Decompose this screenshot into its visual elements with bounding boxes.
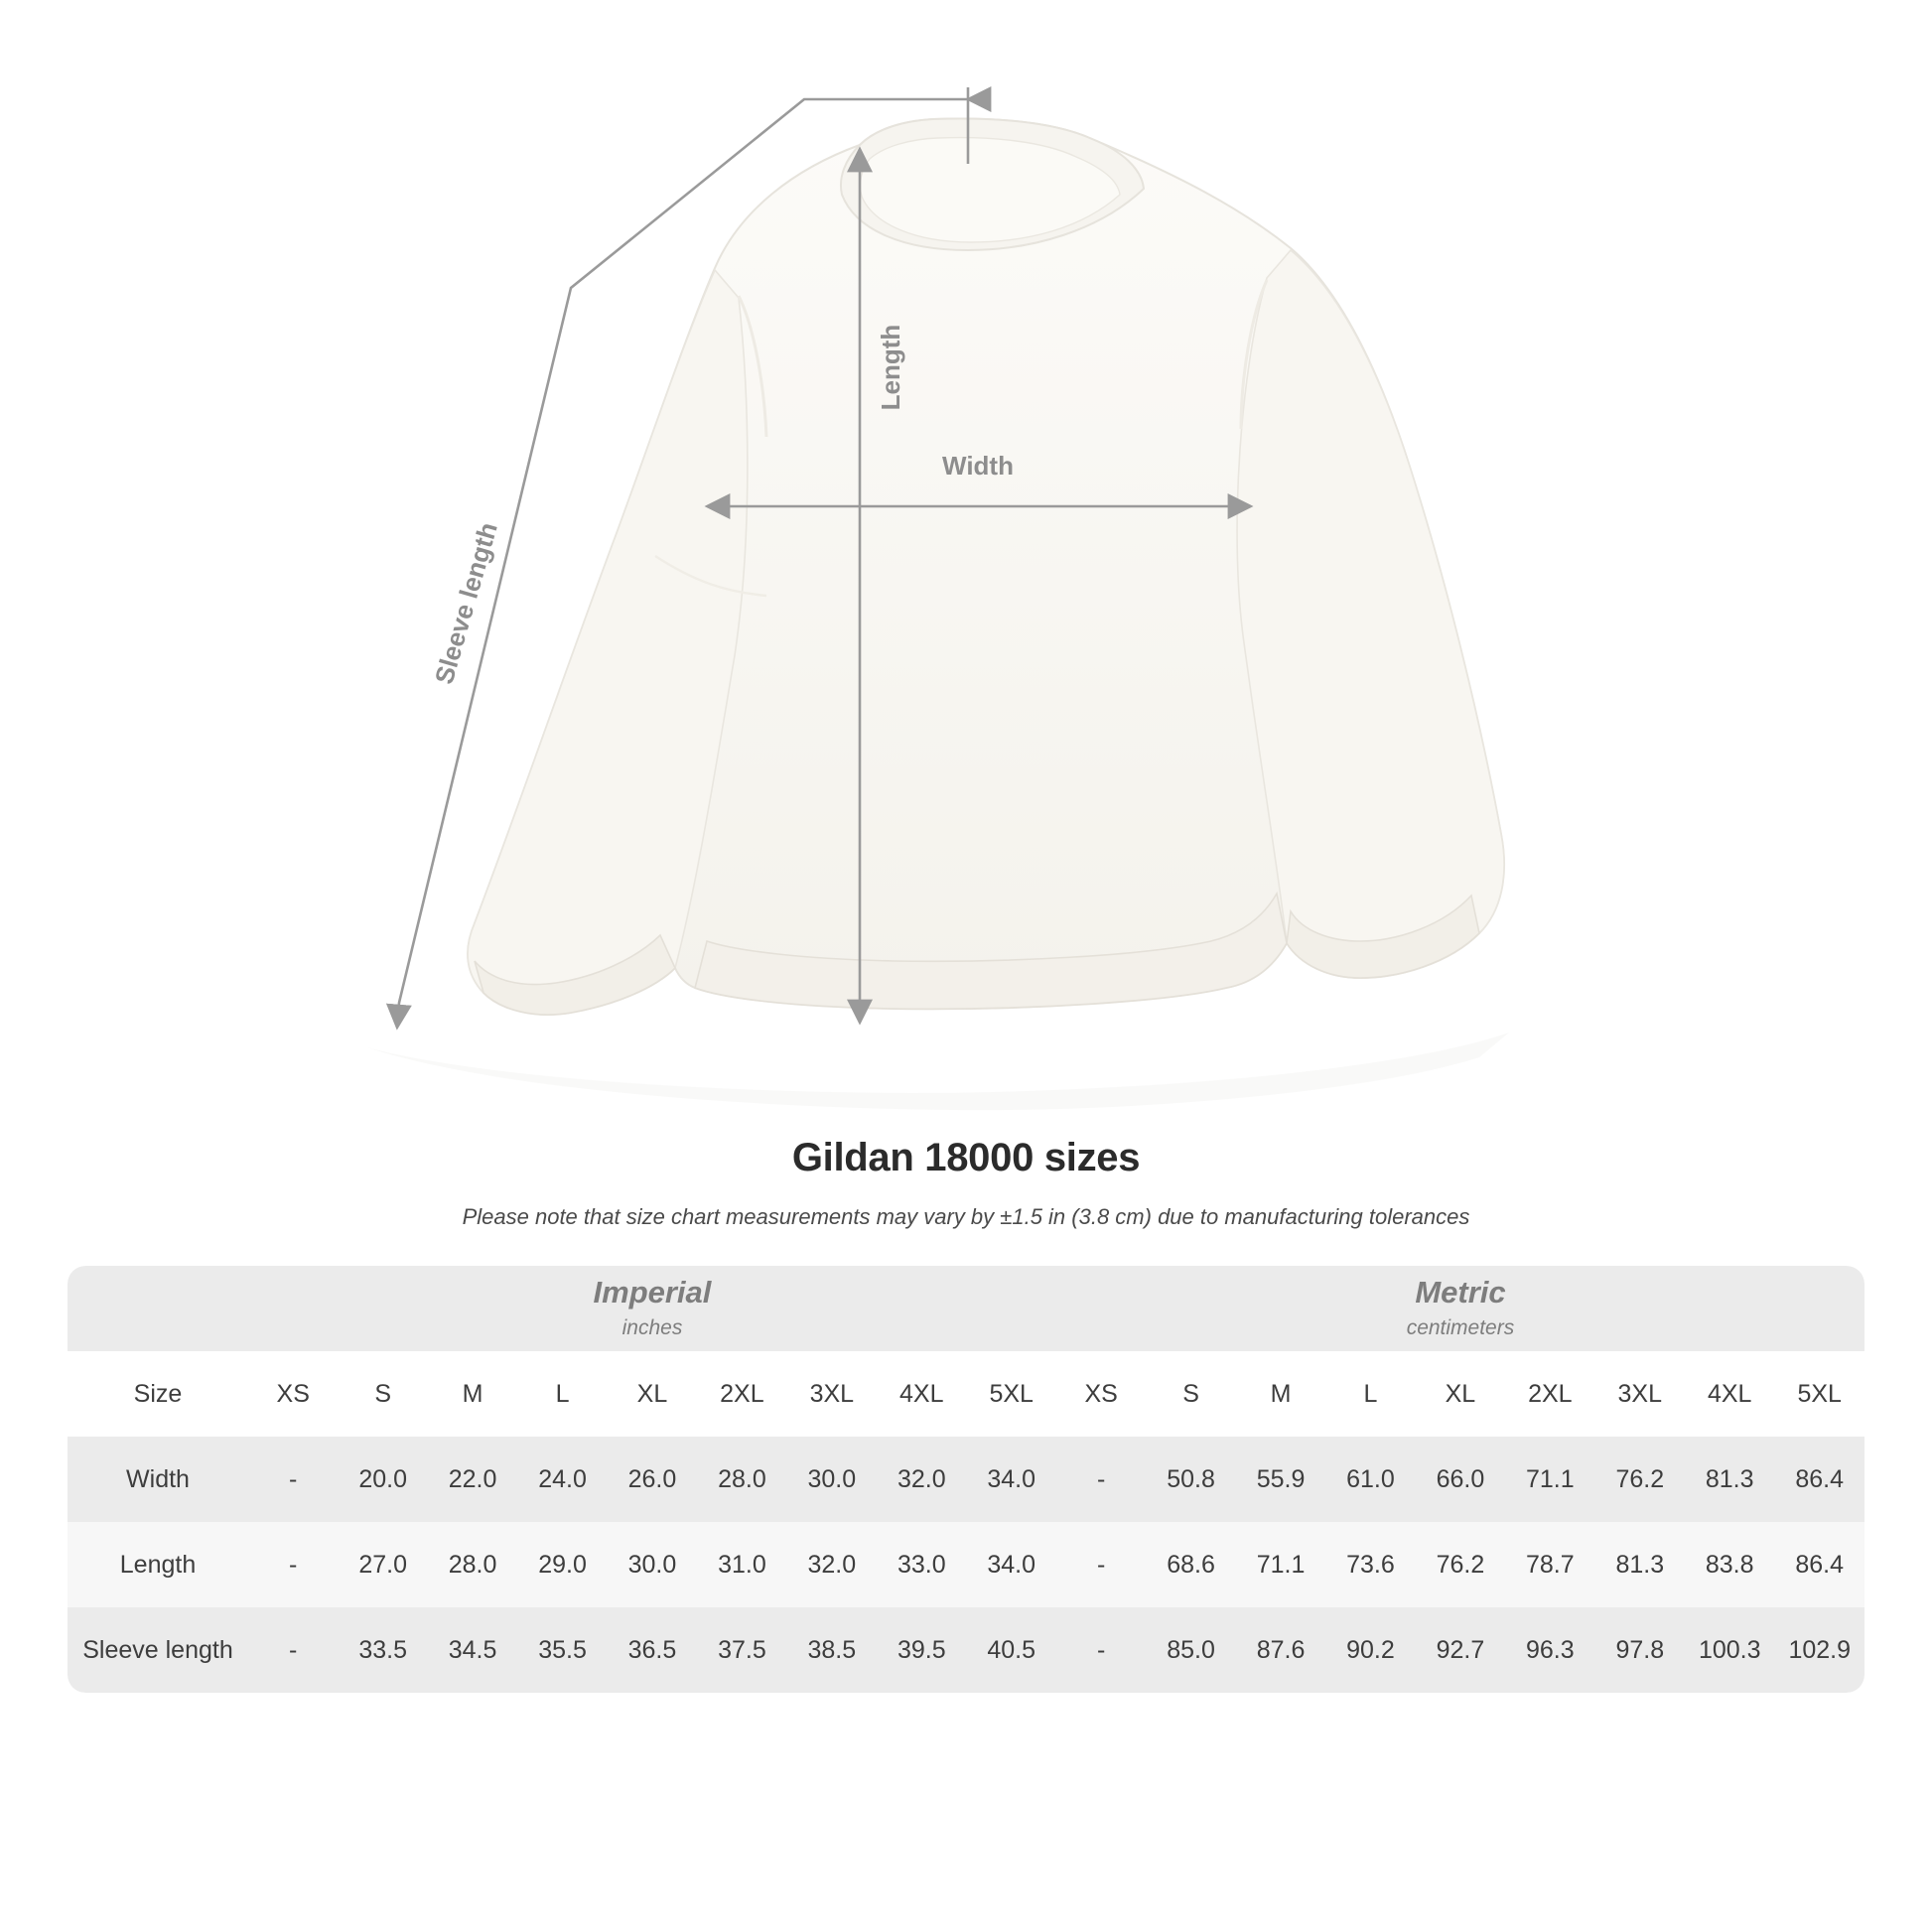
cell-width-imperial-3xl: 30.0 [787,1437,877,1522]
cell-width-imperial-2xl: 28.0 [697,1437,786,1522]
row-label-sleeve-length: Sleeve length [68,1607,248,1693]
size-table-wrapper [68,1266,1864,1693]
unit-header-spacer [68,1266,248,1351]
size-header-metric-4xl: 4XL [1685,1351,1774,1437]
size-header-metric-2xl: 2XL [1505,1351,1594,1437]
cell-length-imperial-4xl: 33.0 [877,1522,966,1607]
size-header-imperial-2xl: 2XL [697,1351,786,1437]
page-title: Gildan 18000 sizes [791,1136,1141,1179]
table-row [68,1522,1864,1607]
unit-header-row [68,1266,1864,1351]
cell-sleeve-metric-5xl: 102.9 [1774,1607,1864,1693]
row-label-width: Width [68,1437,248,1522]
cell-width-metric-s: 50.8 [1146,1437,1235,1522]
cell-length-metric-s: 68.6 [1146,1522,1235,1607]
size-header-imperial-l: L [517,1351,607,1437]
size-header-metric-s: S [1146,1351,1235,1437]
table-row [68,1437,1864,1522]
unit-metric-name: Metric [1415,1274,1506,1310]
size-header-imperial-m: M [428,1351,517,1437]
title-block [0,1136,1932,1230]
cell-sleeve-imperial-xl: 36.5 [608,1607,697,1693]
cell-length-metric-5xl: 86.4 [1774,1522,1864,1607]
width-label: Width [942,451,1014,481]
cell-width-imperial-5xl: 34.0 [967,1437,1056,1522]
cell-length-metric-3xl: 81.3 [1595,1522,1685,1607]
size-header-metric-l: L [1325,1351,1415,1437]
cell-length-imperial-3xl: 32.0 [787,1522,877,1607]
cell-length-metric-2xl: 78.7 [1505,1522,1594,1607]
cell-width-metric-5xl: 86.4 [1774,1437,1864,1522]
size-header-imperial-xs: XS [248,1351,338,1437]
sleeve-length-label: Sleeve length [428,518,503,688]
cell-length-metric-xs: - [1056,1522,1146,1607]
size-header-metric-xl: XL [1416,1351,1505,1437]
length-label: Length [876,324,905,411]
cell-length-metric-l: 73.6 [1325,1522,1415,1607]
size-header-metric-5xl: 5XL [1774,1351,1864,1437]
cell-sleeve-metric-s: 85.0 [1146,1607,1235,1693]
unit-header-imperial [248,1266,1056,1351]
cell-width-metric-2xl: 71.1 [1505,1437,1594,1522]
cell-sleeve-metric-xl: 92.7 [1416,1607,1505,1693]
cell-length-imperial-2xl: 31.0 [697,1522,786,1607]
cell-length-imperial-5xl: 34.0 [967,1522,1056,1607]
garment-shadow [367,1033,1509,1110]
row-label-length: Length [68,1522,248,1607]
unit-metric-sub: centimeters [1406,1315,1515,1339]
cell-width-metric-m: 55.9 [1236,1437,1325,1522]
cell-length-metric-4xl: 83.8 [1685,1522,1774,1607]
size-table [68,1266,1864,1693]
cell-sleeve-imperial-3xl: 38.5 [787,1607,877,1693]
cell-sleeve-metric-4xl: 100.3 [1685,1607,1774,1693]
cell-length-imperial-xs: - [248,1522,338,1607]
cell-sleeve-metric-m: 87.6 [1236,1607,1325,1693]
size-header-imperial-4xl: 4XL [877,1351,966,1437]
cell-sleeve-metric-3xl: 97.8 [1595,1607,1685,1693]
cell-sleeve-imperial-m: 34.5 [428,1607,517,1693]
size-header-imperial-5xl: 5XL [967,1351,1056,1437]
cell-sleeve-imperial-s: 33.5 [338,1607,427,1693]
cell-width-imperial-l: 24.0 [517,1437,607,1522]
cell-sleeve-metric-l: 90.2 [1325,1607,1415,1693]
size-header-metric-xs: XS [1056,1351,1146,1437]
cell-length-metric-xl: 76.2 [1416,1522,1505,1607]
cell-width-imperial-s: 20.0 [338,1437,427,1522]
size-header-imperial-xl: XL [608,1351,697,1437]
tolerance-note: Please note that size chart measurements may vary by ±1.5 in (3.8 cm) due to manufacturing tolerances [462,1204,1470,1229]
unit-imperial-sub: inches [621,1315,683,1339]
cell-length-metric-m: 71.1 [1236,1522,1325,1607]
cell-sleeve-imperial-4xl: 39.5 [877,1607,966,1693]
cell-sleeve-imperial-2xl: 37.5 [697,1607,786,1693]
cell-width-metric-xl: 66.0 [1416,1437,1505,1522]
cell-length-imperial-l: 29.0 [517,1522,607,1607]
cell-sleeve-imperial-xs: - [248,1607,338,1693]
cell-width-metric-4xl: 81.3 [1685,1437,1774,1522]
sweatshirt-shape [468,119,1504,1015]
cell-width-imperial-4xl: 32.0 [877,1437,966,1522]
size-header-metric-3xl: 3XL [1595,1351,1685,1437]
unit-header-metric [1056,1266,1864,1351]
cell-width-imperial-xs: - [248,1437,338,1522]
cell-width-imperial-xl: 26.0 [608,1437,697,1522]
unit-imperial-name: Imperial [593,1274,712,1310]
cell-length-imperial-s: 27.0 [338,1522,427,1607]
cell-sleeve-metric-2xl: 96.3 [1505,1607,1594,1693]
cell-width-metric-l: 61.0 [1325,1437,1415,1522]
size-header-imperial-3xl: 3XL [787,1351,877,1437]
cell-length-imperial-xl: 30.0 [608,1522,697,1607]
table-row [68,1607,1864,1693]
cell-sleeve-imperial-5xl: 40.5 [967,1607,1056,1693]
cell-width-imperial-m: 22.0 [428,1437,517,1522]
size-header-metric-m: M [1236,1351,1325,1437]
cell-width-metric-3xl: 76.2 [1595,1437,1685,1522]
cell-width-metric-xs: - [1056,1437,1146,1522]
size-header-row [68,1351,1864,1437]
cell-sleeve-imperial-l: 35.5 [517,1607,607,1693]
cell-length-imperial-m: 28.0 [428,1522,517,1607]
size-header-imperial-s: S [338,1351,427,1437]
cell-sleeve-metric-xs: - [1056,1607,1146,1693]
size-header-label: Size [68,1351,248,1437]
